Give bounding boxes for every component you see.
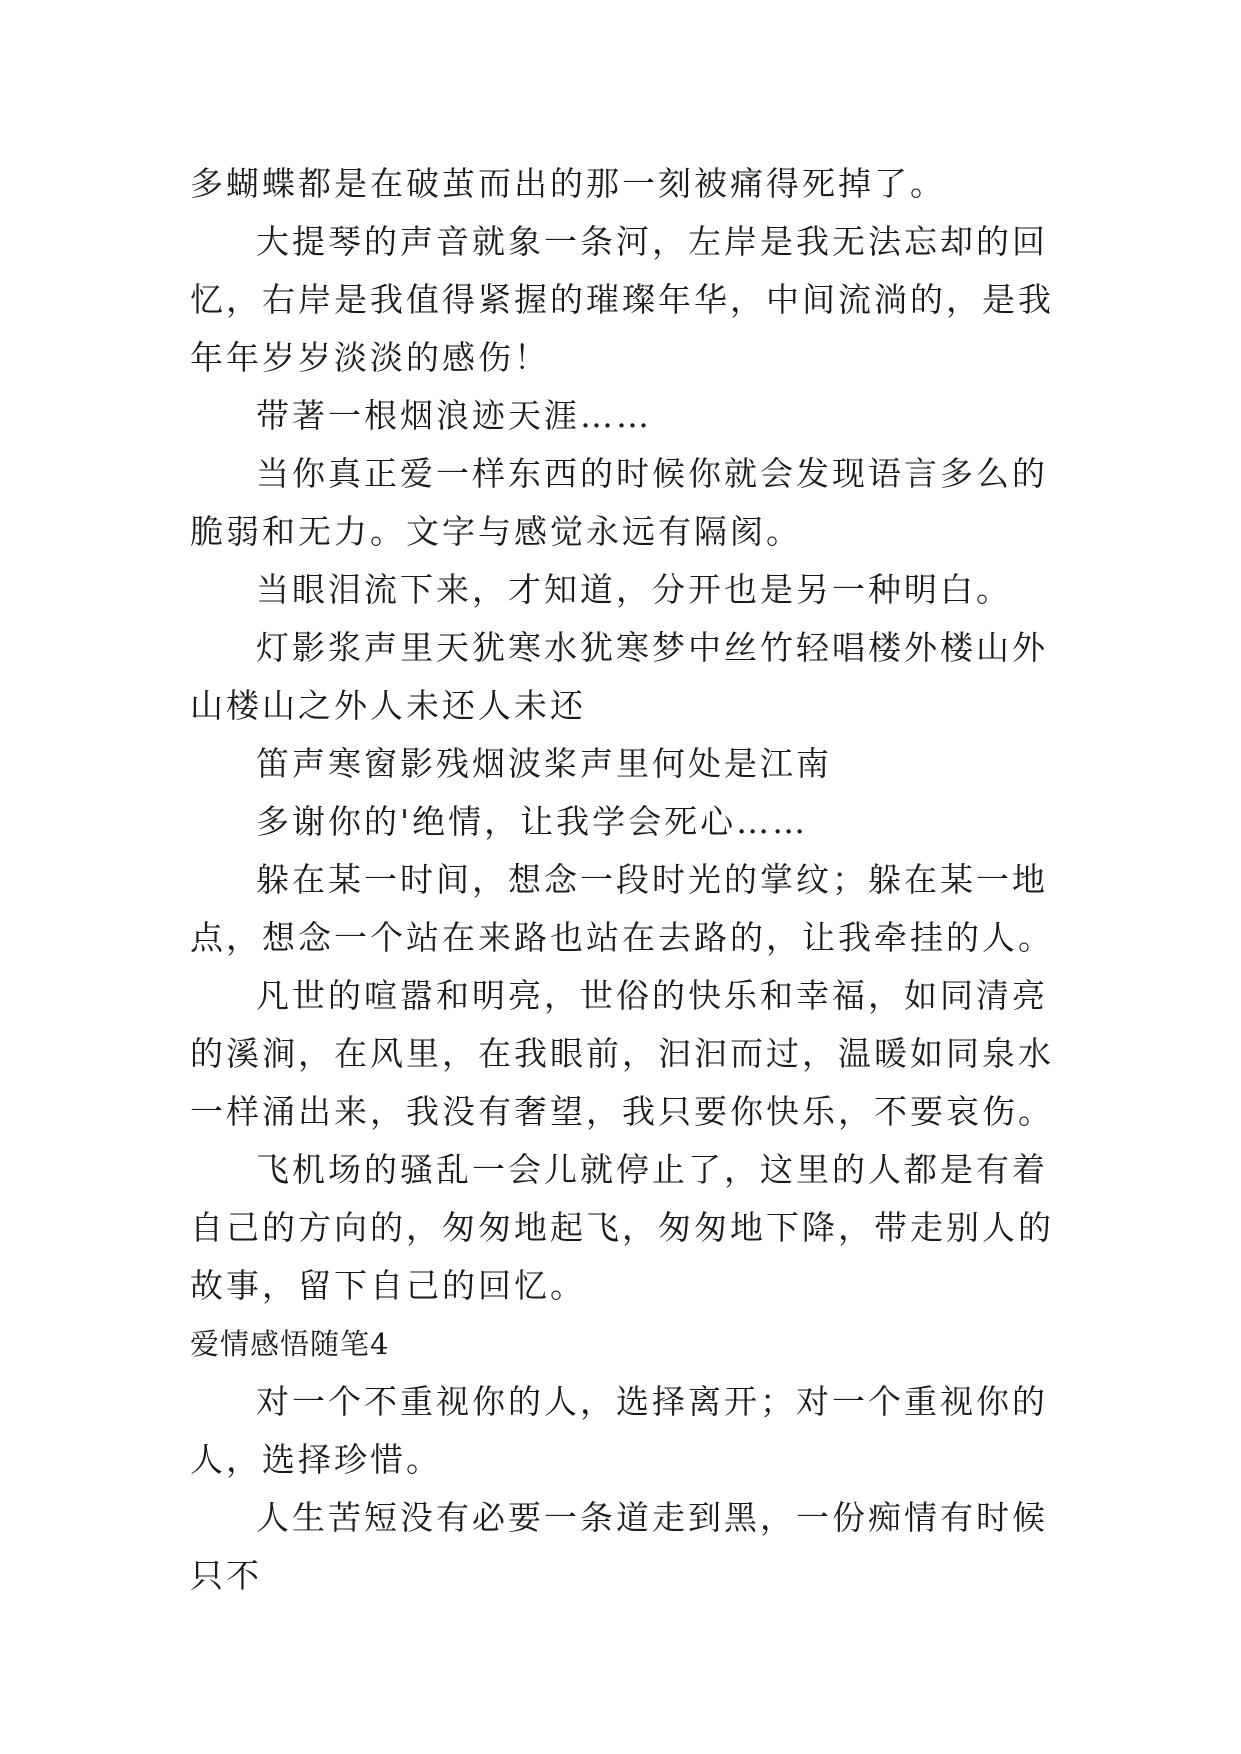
paragraph-10: 凡世的喧嚣和明亮，世俗的快乐和幸福，如同清亮的溪涧，在风里，在我眼前，汩汩而过，温暖如同泉水一样涌出来，我没有奢望，我只要你快乐，不要哀伤。 [190, 976, 1054, 1131]
paragraph-11: 飞机场的骚乱一会儿就停止了，这里的人都是有着自己的方向的，匆匆地起飞，匆匆地下降，带走别人的故事，留下自己的回忆。 [190, 1150, 1054, 1305]
section-heading: 爱情感悟随笔4 [190, 1327, 390, 1361]
paragraph-6: 灯影浆声里天犹寒水犹寒梦中丝竹轻唱楼外楼山外山楼山之外人未还人未还 [190, 628, 1048, 725]
paragraph-7: 笛声寒窗影残烟波桨声里何处是江南 [256, 744, 832, 783]
document-body [190, 155, 1070, 1605]
paragraph-13: 人生苦短没有必要一条道走到黑，一份痴情有时候只不 [190, 1498, 1048, 1595]
paragraph-4: 当你真正爱一样东西的时候你就会发现语言多么的脆弱和无力。文字与感觉永远有隔阂。 [190, 454, 1048, 551]
paragraph-8: 多谢你的'绝情，让我学会死心…… [256, 802, 809, 841]
paragraph-5: 当眼泪流下来，才知道，分开也是另一种明白。 [256, 570, 1012, 609]
paragraph-1: 多蝴蝶都是在破茧而出的那一刻被痛得死掉了。 [190, 164, 946, 203]
paragraph-2: 大提琴的声音就象一条河，左岸是我无法忘却的回忆，右岸是我值得紧握的璀璨年华，中间流淌的，是我年年岁岁淡淡的感伤！ [190, 222, 1054, 377]
paragraph-9: 躲在某一时间，想念一段时光的掌纹；躲在某一地点，想念一个站在来路也站在去路的，让我牵挂的人。 [190, 860, 1054, 957]
paragraph-3: 带著一根烟浪迹天涯…… [256, 396, 652, 435]
paragraph-12: 对一个不重视你的人，选择离开；对一个重视你的人，选择珍惜。 [190, 1382, 1048, 1479]
